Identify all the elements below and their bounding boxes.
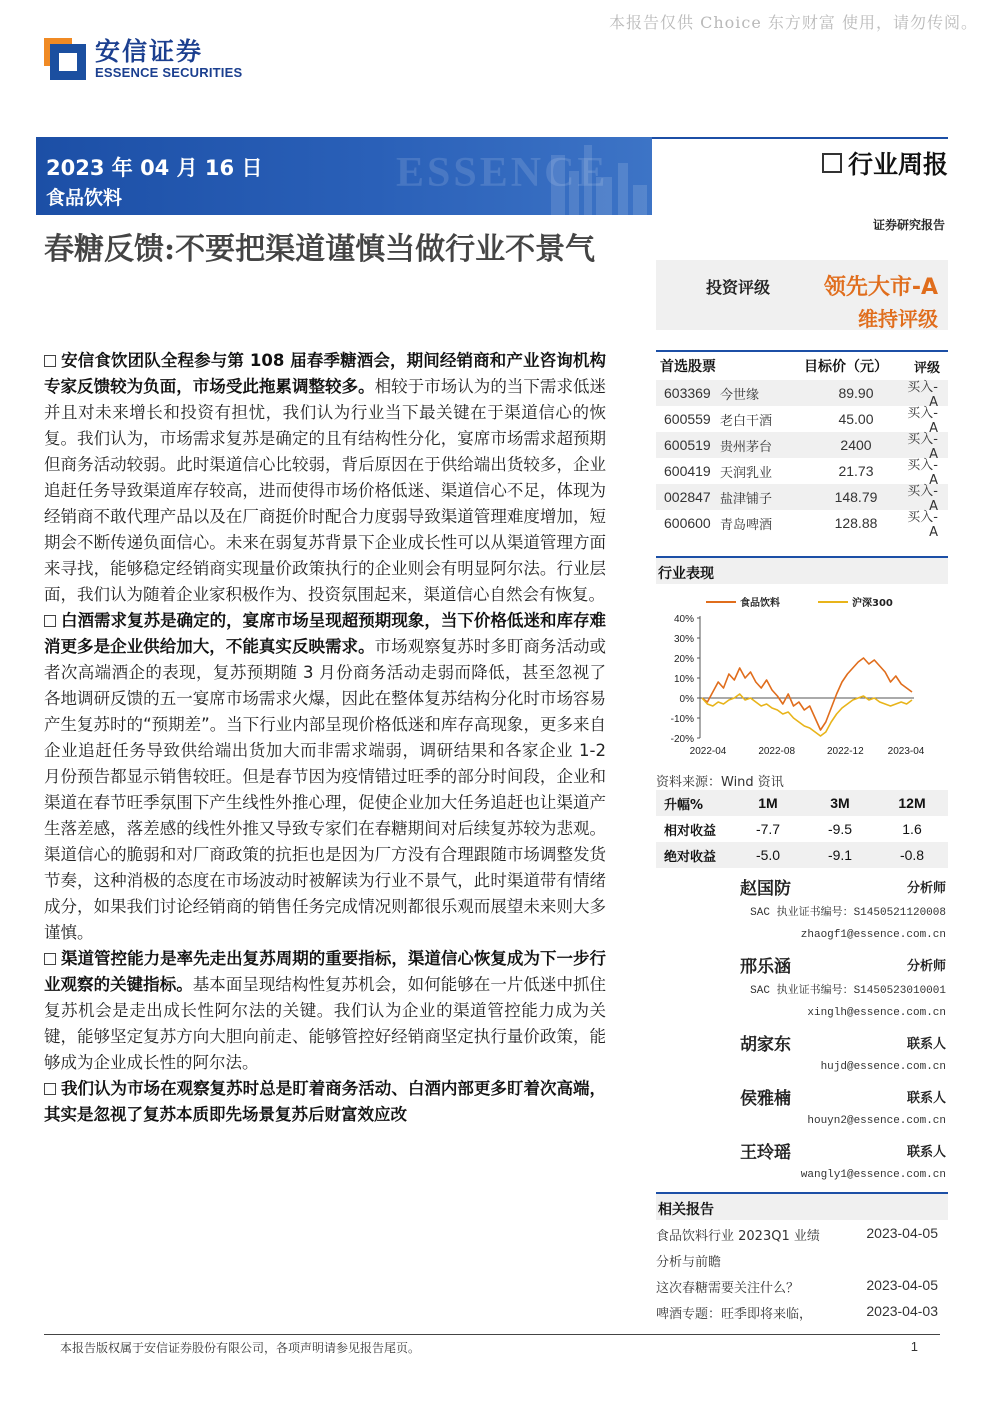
stock-name: 青岛啤酒 [720, 517, 773, 533]
y-tick-label: -10% [670, 714, 694, 725]
stock-rating: 买入-A [907, 484, 938, 514]
cell-value: 1.6 [902, 821, 922, 837]
related-report-date: 2023-04-05 [866, 1277, 938, 1293]
related-report-date: 2023-04-03 [866, 1303, 938, 1319]
logo-english-name: ESSENCE SECURITIES [95, 65, 243, 80]
target-price: 128.88 [834, 515, 878, 531]
legend-label: 沪深300 [852, 598, 893, 609]
header-banner [36, 137, 652, 215]
analyst-email[interactable]: hujd@essence.com.cn [820, 1061, 946, 1073]
stock-name: 天润乳业 [720, 465, 773, 481]
footer-disclaimer: 本报告版权属于安信证券股份有限公司，各项声明请参见报告尾页。 [60, 1341, 421, 1355]
rating-keep: 维持评级 [858, 307, 938, 331]
analyst-name: 王玲瑶 [740, 1143, 791, 1163]
x-tick-label: 2022-04 [689, 746, 727, 757]
analyst-email[interactable]: xinglh@essence.com.cn [807, 1007, 946, 1019]
target-price: 89.90 [838, 385, 874, 401]
report-title: 春糖反馈:不要把渠道谨慎当做行业不景气 [44, 232, 596, 267]
analyst-block [656, 1138, 948, 1188]
bullet-box-icon [44, 1083, 56, 1095]
report-kind-label: 行业周报 [847, 150, 948, 179]
paragraph-text: 基本面呈现结构性复苏机会，如何能够在一片低迷中抓住复苏机会是走出成长性阿尔法的关键。我们认为企业的渠道管控能力成为关键，能够坚定复苏方向大胆向前走、能够管控好经销商坚定执行量价政策，能够成为企业成长性的阿尔法。 [44, 975, 607, 1072]
body-paragraph [44, 1076, 606, 1128]
analyst-license: SAC 执业证书编号：S1450523010001 [750, 985, 946, 997]
analyst-role: 分析师 [906, 959, 946, 974]
row-label: 相对收益 [664, 823, 717, 839]
table-row [656, 842, 948, 868]
banner-watermark: ESSENCE [396, 150, 609, 196]
series-line [702, 694, 912, 736]
paragraph-lead: 安信食饮团队全程参与第 108 届春季糖酒会，期间经销商和产业咨询机构专家反馈较为负面，市场受此拖累调整较多。 [44, 351, 606, 396]
perf-header-12m: 12M [898, 795, 926, 811]
stock-code: 600419 [664, 463, 711, 479]
bullet-box-icon [44, 355, 56, 367]
performance-line-chart [656, 588, 948, 760]
paragraph-lead: 我们认为市场在观察复苏时总是盯着商务活动、白酒内部更多盯着次高端，其实是忽视了复苏本质即先场景复苏后财富效应改 [44, 1079, 606, 1124]
analyst-block [656, 1084, 948, 1134]
paragraph-lead: 白酒需求复苏是确定的，宴席市场呈现超预期现象，当下价格低迷和库存难消更多是企业供给加大，不能真实反映需求。 [44, 611, 606, 656]
stock-code: 600519 [664, 437, 711, 453]
target-price: 148.79 [834, 489, 878, 505]
analyst-block [656, 874, 948, 954]
related-report-date: 2023-04-05 [866, 1225, 938, 1241]
bullet-box-icon [44, 615, 56, 627]
stock-code: 600559 [664, 411, 711, 427]
logo-mark-icon [44, 38, 86, 80]
x-tick-label: 2023-04 [887, 746, 925, 757]
related-report-item[interactable] [656, 1272, 948, 1298]
series-line [702, 658, 912, 730]
related-report-item[interactable] [656, 1298, 948, 1324]
chart-source: 资料来源：Wind 资讯 [656, 775, 784, 790]
header-divider [652, 137, 948, 139]
table-row [656, 458, 948, 488]
bullet-box-icon [44, 953, 56, 965]
cell-value: -9.5 [827, 821, 853, 837]
rating-label: 投资评级 [706, 278, 771, 297]
performance-title: 行业表现 [656, 556, 948, 584]
report-sector: 食品饮料 [46, 187, 123, 209]
stock-rating: 买入-A [907, 510, 938, 540]
logo-chinese-name: 安信证券 [95, 37, 204, 66]
legend-label: 食品饮料 [740, 598, 780, 609]
stock-rating: 买入-A [907, 380, 938, 410]
chart-trend-icon [822, 153, 842, 173]
target-price: 21.73 [838, 463, 874, 479]
body-paragraph [44, 946, 606, 1076]
related-title: 相关报告 [656, 1192, 948, 1220]
analyst-block [656, 1030, 948, 1080]
report-body [44, 348, 606, 1128]
stock-rating: 买入-A [907, 432, 938, 462]
rating-value: 领先大市-A [823, 275, 938, 300]
stock-code: 600600 [664, 515, 711, 531]
analyst-role: 联系人 [906, 1037, 946, 1052]
paragraph-text: 市场观察复苏时多盯商务活动或者次高端酒企的表现，复苏预期随 3 月份商务活动走弱而降低，甚至忽视了各地调研反馈的五一宴席市场需求火爆，因此在整体复苏结构分化时市场容易产生复苏时的“预期差”。当下行业内部呈现价格低迷和库存高现象，更多来自企业追赶任务导致供给端出货加大而非需求端弱，调研结果和各家企业 1-2 月份预告都显示销售较旺。但是春节因为疫情错过旺季的部分时间段，企业和渠道在春节旺季氛围下产生线性外推心理，促使企业加大任务追赶也让渠道产生落差感，落差感的线性外推又导致专家们在春糖期间对后续复苏较为悲观。渠道信心的脆弱和对厂商政策的抗拒也是因为厂方没有合理跟随市场调整发货节奏，这种消极的态度在市场波动时被解读为行业不景气，此时渠道带有情绪成分，如果我们讨论经销商的销售任务完成情况则都很乐观而展望未来则大多谨慎。 [44, 637, 607, 942]
page-number: 1 [910, 1339, 918, 1354]
cell-value: -5.0 [755, 847, 781, 863]
stock-code: 002847 [664, 489, 711, 505]
analyst-email[interactable]: houyn2@essence.com.cn [807, 1115, 946, 1127]
y-tick-label: 20% [673, 654, 694, 665]
report-kind [822, 145, 948, 181]
table-row [656, 510, 948, 540]
header-rating: 评级 [913, 360, 940, 376]
rating-box [656, 260, 948, 330]
analyst-block [656, 952, 948, 1032]
related-reports [656, 1192, 948, 1324]
analyst-role: 联系人 [906, 1145, 946, 1160]
performance-table [656, 790, 948, 868]
table-row [656, 406, 948, 436]
stock-rating: 买入-A [907, 406, 938, 436]
body-paragraph [44, 348, 606, 608]
analyst-name: 赵国防 [740, 879, 791, 899]
table-row [656, 816, 948, 842]
analyst-role: 分析师 [906, 881, 946, 896]
perf-header-1m: 1M [758, 795, 778, 811]
y-tick-label: 10% [673, 674, 694, 685]
x-tick-label: 2022-12 [826, 746, 864, 757]
analyst-email[interactable]: wangly1@essence.com.cn [800, 1169, 946, 1181]
stock-name: 盐津铺子 [720, 491, 773, 507]
perf-header-3m: 3M [830, 795, 850, 811]
related-report-title: 这次春糖需要关注什么？ [656, 1281, 800, 1296]
cell-value: -7.7 [755, 821, 781, 837]
analyst-name: 胡家东 [740, 1035, 791, 1055]
stock-code: 603369 [664, 385, 711, 401]
company-logo [44, 38, 242, 80]
stock-name: 贵州茅台 [720, 439, 773, 455]
target-price: 45.00 [838, 411, 874, 427]
preferred-stocks-table [656, 350, 948, 540]
paragraph-lead: 渠道管控能力是率先走出复苏周期的重要指标，渠道信心恢复成为下一步行业观察的关键指标。 [44, 949, 606, 994]
target-price: 2400 [840, 437, 872, 453]
x-tick-label: 2022-08 [758, 746, 796, 757]
table-row [656, 380, 948, 410]
stock-name: 今世缘 [720, 387, 760, 403]
row-label: 绝对收益 [664, 849, 717, 865]
related-report-item[interactable] [656, 1246, 948, 1272]
cell-value: -9.1 [827, 847, 853, 863]
analyst-role: 联系人 [906, 1091, 946, 1106]
y-tick-label: 30% [673, 634, 694, 645]
related-report-title: 食品饮料行业 2023Q1 业绩 [656, 1229, 820, 1244]
analyst-email[interactable]: zhaogf1@essence.com.cn [800, 929, 946, 941]
stock-name: 老白干酒 [720, 413, 773, 429]
table-row [656, 484, 948, 514]
table-row [656, 432, 948, 462]
header-target: 目标价（元） [804, 359, 888, 375]
related-report-title: 啤酒专题：旺季即将来临， [656, 1307, 813, 1322]
related-report-item[interactable] [656, 1220, 948, 1246]
header-stock: 首选股票 [660, 359, 716, 375]
y-tick-label: 40% [673, 614, 694, 625]
stock-rating: 买入-A [907, 458, 938, 488]
report-date: 2023 年 04 月 16 日 [46, 156, 263, 180]
table-header [656, 350, 948, 380]
paragraph-text: 相较于市场认为的当下需求低迷并且对未来增长和投资有担忧，我们认为行业当下最关键在于渠道信心的恢复。我们认为，市场需求复苏是确定的且有结构性分化，宴席市场需求超预期但商务活动较弱。此时渠道信心比较弱，背后原因在于供给端出货较多，企业追赶任务导致渠道库存较高，进而使得市场价格低迷、渠道信心不足，体现为经销商不敢代理产品以及在厂商挺价时配合力度弱导致渠道管理难度增加，短期会不断传递负面信心。未来在弱复苏背景下企业成长性可以从渠道管理方面来寻找，能够稳定经销商实现量价政策执行的企业则会有明显阿尔法。行业层面，我们认为随着企业家积极作为、投资氛围起来，渠道信心自然会有恢复。 [44, 377, 607, 604]
perf-header-label: 升幅% [664, 797, 704, 813]
analyst-name: 侯雅楠 [740, 1089, 791, 1109]
document-watermark: 本报告仅供 Choice 东方财富 使用，请勿传阅。 [609, 13, 978, 32]
y-tick-label: 0% [679, 694, 694, 705]
performance-header-row [656, 790, 948, 816]
body-paragraph [44, 608, 606, 946]
related-report-title: 分析与前瞻 [656, 1255, 722, 1270]
analyst-name: 邢乐涵 [740, 957, 791, 977]
analyst-license: SAC 执业证书编号：S1450521120008 [750, 907, 946, 919]
footer-divider [44, 1334, 940, 1335]
report-subkind: 证券研究报告 [872, 218, 945, 232]
y-tick-label: -20% [670, 734, 694, 745]
cell-value: -0.8 [899, 847, 925, 863]
